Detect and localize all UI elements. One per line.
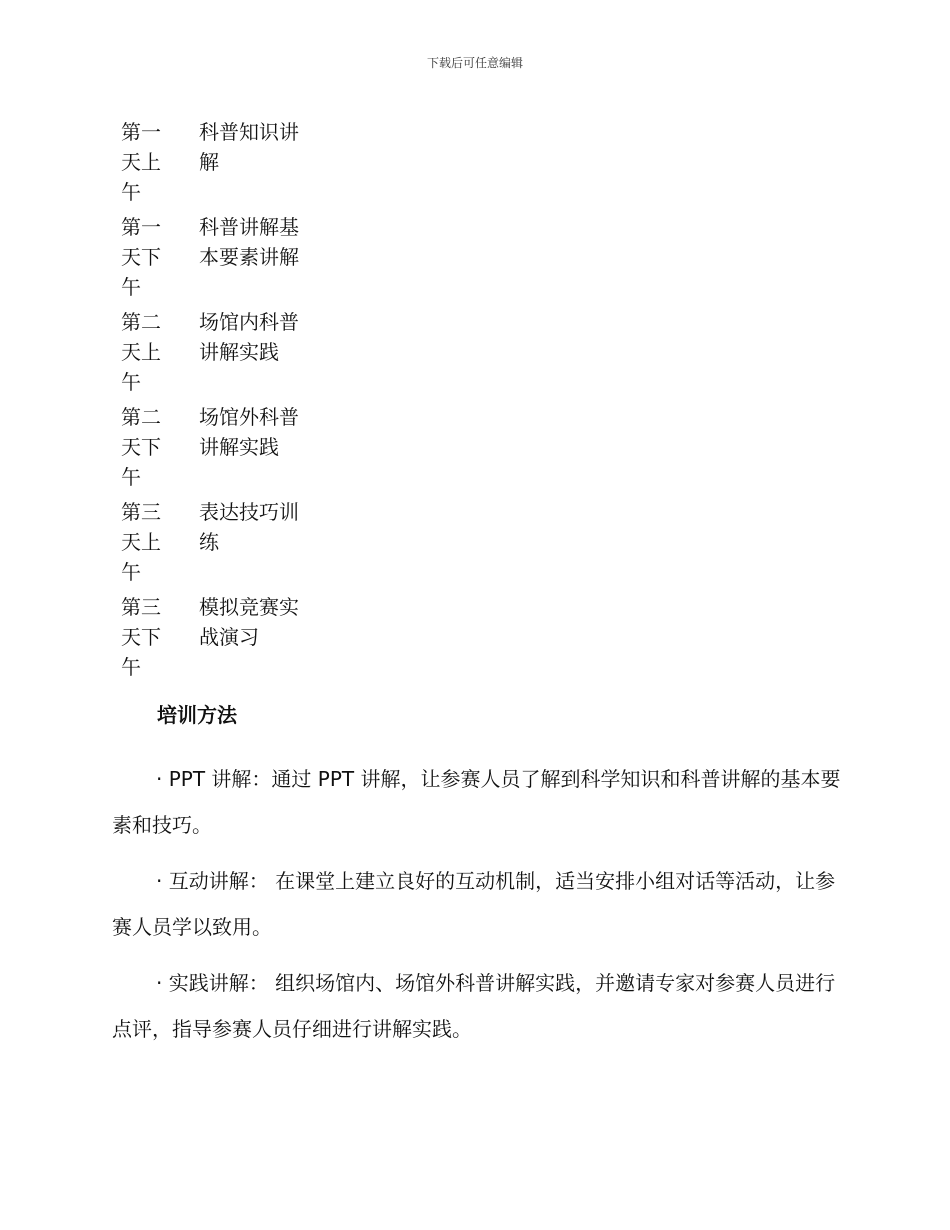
schedule-content: 表达技巧训练 [199,500,299,554]
schedule-row [121,402,311,492]
schedule-content: 科普知识讲解 [199,120,299,174]
method-item-practice: · 实践讲解： 组织场馆内、场馆外科普讲解实践，并邀请专家对参赛人员进行点评，指导参赛人员仔细进行讲解实践。 [112,971,836,1041]
schedule-content: 场馆外科普讲解实践 [199,405,299,459]
schedule-row [121,117,311,207]
schedule-content: 场馆内科普讲解实践 [199,310,299,364]
schedule-content: 模拟竞赛实战演习 [199,595,299,649]
schedule-table [121,117,311,687]
method-item-ppt: · PPT 讲解：通过 PPT 讲解，让参赛人员了解到科学知识和科普讲解的基本要素和技巧。 [112,767,841,837]
schedule-row [121,592,311,682]
schedule-time: 第三天下午 [121,595,161,679]
schedule-time: 第一天上午 [121,120,161,204]
schedule-time: 第一天下午 [121,215,161,299]
schedule-row [121,307,311,397]
schedule-time: 第二天下午 [121,405,161,489]
schedule-content: 科普讲解基本要素讲解 [199,215,299,269]
schedule-row [121,212,311,302]
schedule-row [121,497,311,587]
schedule-time: 第二天上午 [121,310,161,394]
methods-list [112,756,842,1062]
method-item-interactive: · 互动讲解： 在课堂上建立良好的互动机制，适当安排小组对话等活动，让参赛人员学以致用。 [112,869,836,939]
schedule-time: 第三天上午 [121,500,161,584]
section-title: 培训方法 [157,703,237,727]
page-header: 下载后可任意编辑 [426,56,523,70]
